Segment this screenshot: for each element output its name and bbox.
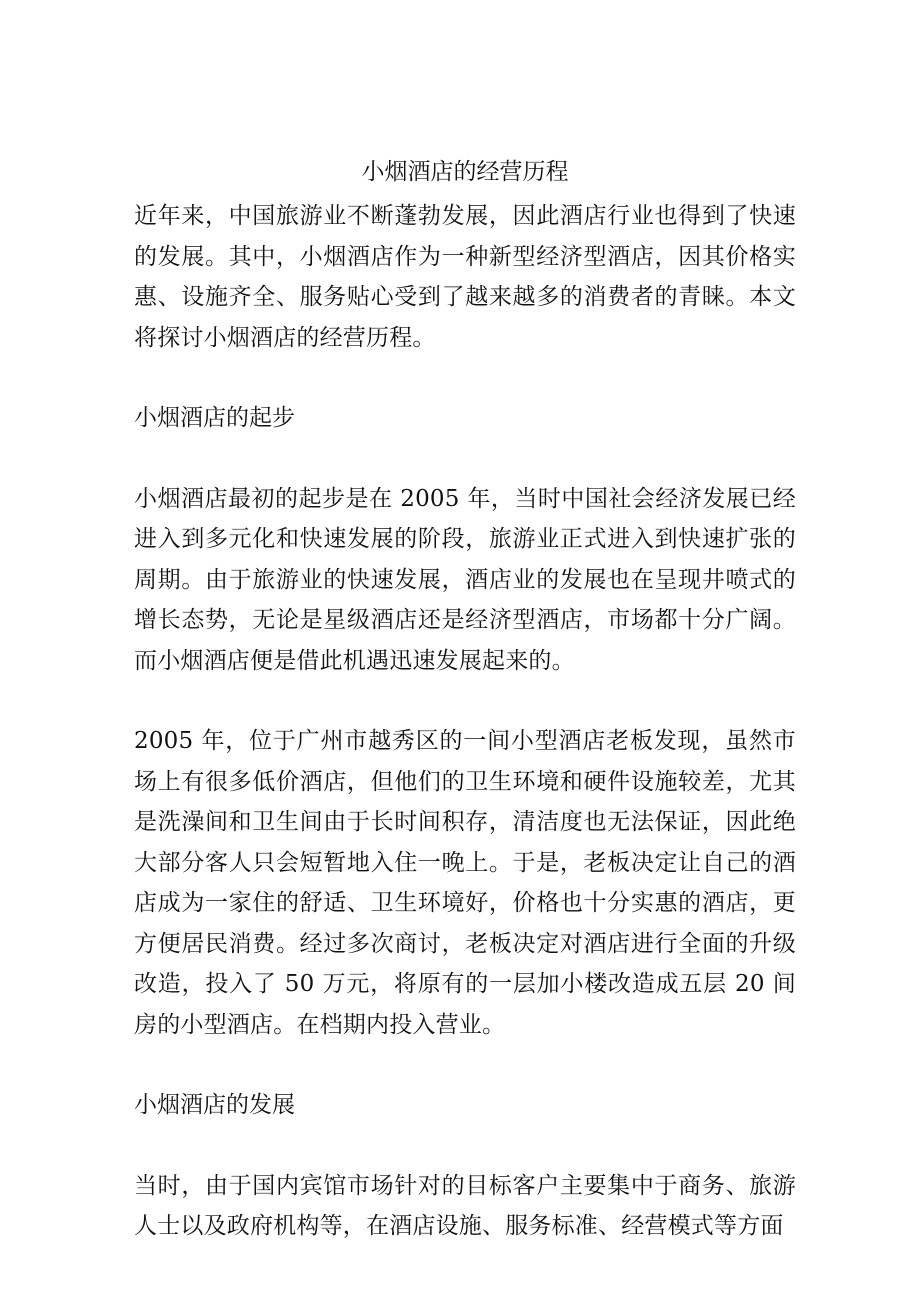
intro-paragraph: 近年来，中国旅游业不断蓬勃发展，因此酒店行业也得到了快速的发展。其中，小烟酒店作为一种新型经济型酒店，因其价格实惠、设施齐全、服务贴心受到了越来越多的消费者的青睐。本文将探讨小烟酒店的经营历程。 xyxy=(134,203,796,351)
document-title: 小烟酒店的经营历程 xyxy=(361,159,569,185)
section-development-paragraph-1: 当时，由于国内宾馆市场针对的目标客户主要集中于商务、旅游人士以及政府机构等，在酒店设施、服务标准、经营模式等方面 xyxy=(134,1172,796,1239)
paragraph-gap xyxy=(134,358,796,398)
paragraph-gap xyxy=(134,439,796,479)
section-heading-start: 小烟酒店的起步 xyxy=(134,405,295,431)
section-heading-development: 小烟酒店的发展 xyxy=(134,1092,295,1118)
paragraph-gap xyxy=(134,681,796,721)
section-start-paragraph-2: 2005 年，位于广州市越秀区的一间小型酒店老板发现，虽然市场上有很多低价酒店，但他们的卫生环境和硬件设施较差，尤其是洗澡间和卫生间由于长时间积存，清洁度也无法保证，因此绝大部分客人只会短暂地入住一晚上。于是，老板决定让自己的酒店成为一家住的舒适、卫生环境好，价格也十分实惠的酒店，更方便居民消费。经过多次商讨，老板决定对酒店进行全面的升级改造，投入了 50 万元，将原有的一层加小楼改造成五层 20 间房的小型酒店。在档期内投入营业。 xyxy=(134,728,796,1038)
paragraph-gap xyxy=(134,1126,796,1166)
section-start-paragraph-1: 小烟酒店最初的起步是在 2005 年，当时中国社会经济发展已经进入到多元化和快速发展的阶段，旅游业正式进入到快速扩张的周期。由于旅游业的快速发展，酒店业的发展也在呈现井喷式的增长态势，无论是星级酒店还是经济型酒店，市场都十分广阔。而小烟酒店便是借此机遇迅速发展起来的。 xyxy=(134,485,796,674)
document-body xyxy=(134,152,796,1247)
paragraph-gap xyxy=(134,1045,796,1085)
